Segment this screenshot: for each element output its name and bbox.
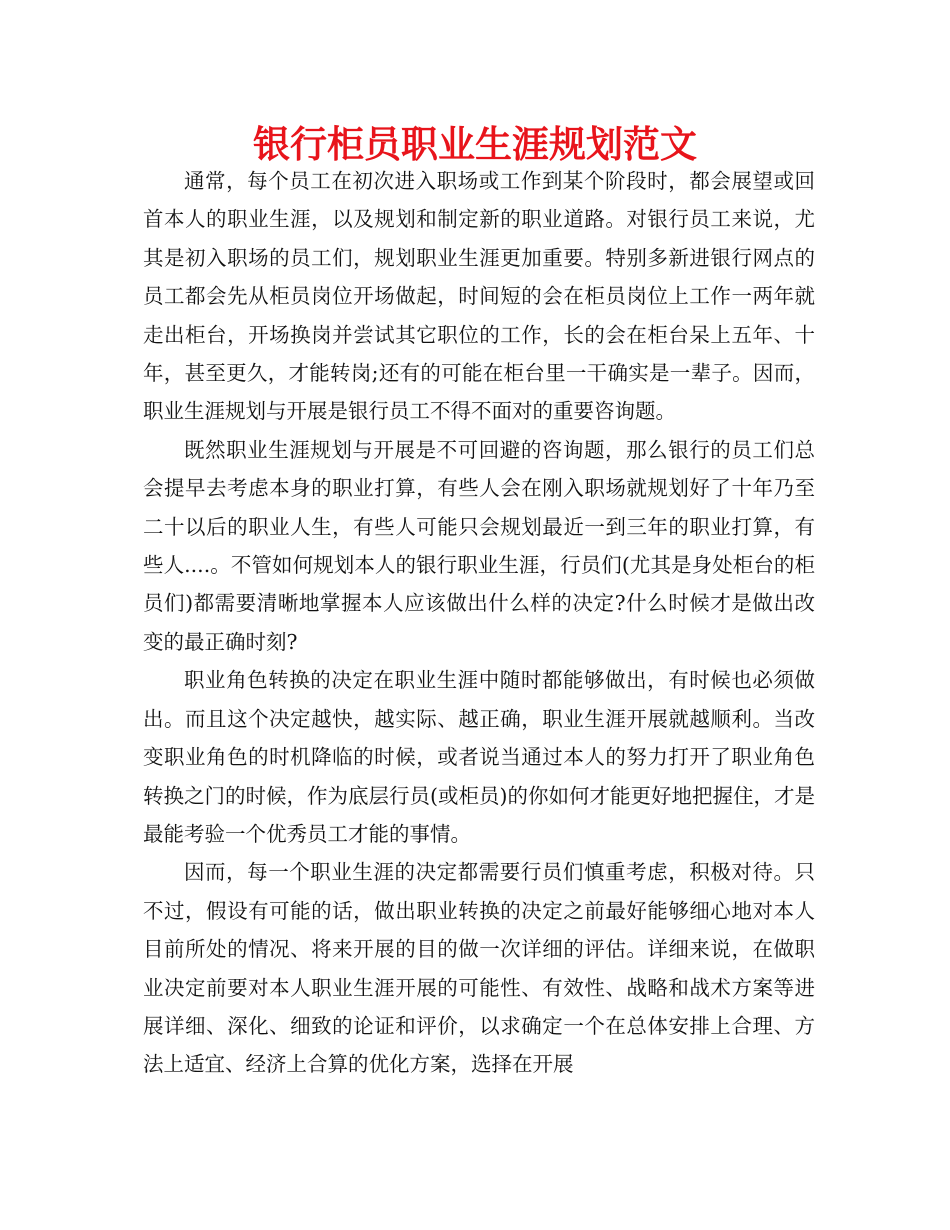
document-title: 银行柜员职业生涯规划范文: [253, 123, 697, 166]
paragraph-4: 因而，每一个职业生涯的决定都需要行员们慎重考虑，积极对待。只不过，假设有可能的话，做出职业转换的决定之前最好能够细心地对本人目前所处的情况、将来开展的目的做一次详细的评估。详细来说，在做职业决定前要对本人职业生涯开展的可能性、有效性、战略和战术方案等进展详细、深化、细致的论证和评价，以求确定一个在总体安排上合理、方法上适宜、经济上合算的优化方案，选择在开展: [143, 860, 815, 1077]
paragraph-2: 既然职业生涯规划与开展是不可回避的咨询题，那么银行的员工们总会提早去考虑本身的职业打算，有些人会在刚入职场就规划好了十年乃至二十以后的职业人生，有些人可能只会规划最近一到三年的职业打算，有些人....。不管如何规划本人的银行职业生涯，行员们(尤其是身处柜台的柜员们)都需要清晰地掌握本人应该做出什么样的决定?什么时候才是做出改变的最正确时刻?: [143, 437, 815, 654]
document-body: [143, 162, 815, 1084]
paragraph-3: 职业角色转换的决定在职业生涯中随时都能够做出，有时候也必须做出。而且这个决定越快，越实际、越正确，职业生涯开展就越顺利。当改变职业角色的时机降临的时候，或者说当通过本人的努力打开了职业角色转换之门的时候，作为底层行员(或柜员)的你如何才能更好地把握住，才是最能考验一个优秀员工才能的事情。: [143, 668, 815, 846]
paragraph-1: 通常，每个员工在初次进入职场或工作到某个阶段时，都会展望或回首本人的职业生涯，以及规划和制定新的职业道路。对银行员工来说，尤其是初入职场的员工们，规划职业生涯更加重要。特别多新进银行网点的员工都会先从柜员岗位开场做起，时间短的会在柜员岗位上工作一两年就走出柜台，开场换岗并尝试其它职位的工作，长的会在柜台呆上五年、十年，甚至更久，才能转岗;还有的可能在柜台里一干确实是一辈子。因而，职业生涯规划与开展是银行员工不得不面对的重要咨询题。: [143, 169, 815, 424]
